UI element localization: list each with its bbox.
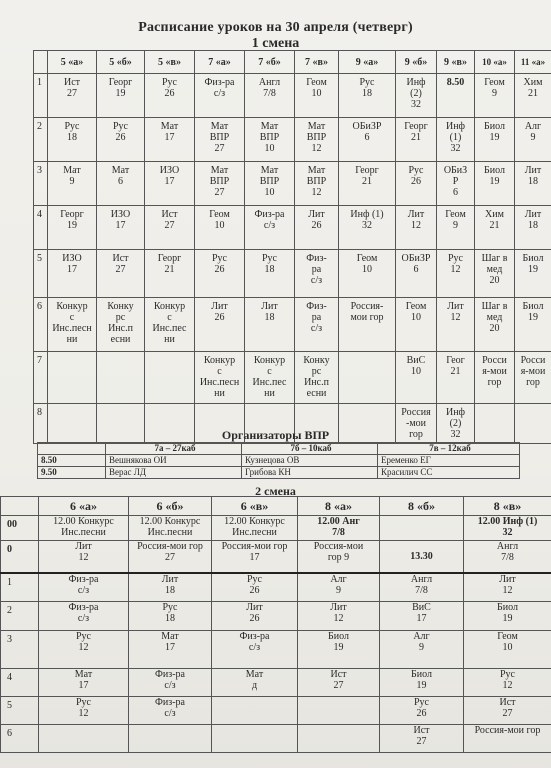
schedule-cell: [129, 725, 212, 753]
schedule-cell: [339, 352, 396, 404]
class-header: 5 «б»: [97, 51, 145, 74]
schedule-cell: Физ-ра с/з: [129, 697, 212, 725]
class-header: 6 «а»: [39, 497, 129, 516]
schedule-cell: 12.00 Конкурс Инс.песни: [212, 516, 298, 541]
class-header: 9 «в»: [437, 51, 475, 74]
schedule-cell: [97, 352, 145, 404]
organizers-time: 8.50: [38, 455, 106, 467]
schedule-cell: Лит 26: [212, 602, 298, 631]
organizers-time: 9.50: [38, 467, 106, 479]
class-header: 6 «в»: [212, 497, 298, 516]
schedule-cell: Конкур с Инс.песн ни: [48, 298, 97, 352]
schedule-cell: ОБиЗ Р 6: [437, 162, 475, 206]
schedule-cell: Геог 21: [437, 352, 475, 404]
schedule-cell: ВиС 17: [380, 602, 464, 631]
lesson-number: 4: [34, 206, 48, 250]
organizers-header: 7б – 10каб: [242, 443, 378, 455]
schedule-cell: Биол 19: [475, 162, 515, 206]
shift1-header-row: [34, 51, 551, 74]
organizer-name: Кузнецова ОВ: [242, 455, 378, 467]
schedule-cell: Конку рс Инс.п есни: [97, 298, 145, 352]
schedule-cell: Геом 10: [464, 631, 551, 669]
shift1-label: 1 смена: [251, 36, 300, 51]
schedule-cell: Англ 7/8: [245, 74, 295, 118]
class-header: 8 «а»: [298, 497, 380, 516]
class-header: 7 «б»: [245, 51, 295, 74]
schedule-cell: Лит 12: [396, 206, 437, 250]
class-header: 9 «б»: [396, 51, 437, 74]
schedule-cell: Ист 27: [464, 697, 551, 725]
class-header: 11 «а»: [515, 51, 551, 74]
table-row: [34, 206, 551, 250]
table-row: [34, 74, 551, 118]
schedule-cell: Лит 12: [298, 602, 380, 631]
corner-cell: [1, 497, 39, 516]
schedule-cell: ОБиЗР 6: [396, 250, 437, 298]
schedule-cell: Мат ВПР 27: [195, 118, 245, 162]
schedule-cell: [298, 725, 380, 753]
schedule-cell: Георг 19: [48, 206, 97, 250]
schedule-cell: Физ- ра с/з: [295, 298, 339, 352]
schedule-cell: Англ 7/8: [464, 541, 551, 573]
lesson-number: 4: [1, 669, 39, 697]
schedule-cell: 12.00 Конкурс Инс.песни: [129, 516, 212, 541]
schedule-cell: Биол 19: [515, 298, 551, 352]
schedule-cell: Инф (1) 32: [339, 206, 396, 250]
page-title: Расписание уроков на 30 апреля (четверг): [138, 20, 413, 35]
schedule-cell: Шаг в мед 20: [475, 250, 515, 298]
class-header: 9 «а»: [339, 51, 396, 74]
schedule-cell: Конкур с Инс.песн ни: [195, 352, 245, 404]
schedule-cell: 12.00 Конкурс Инс.песни: [39, 516, 129, 541]
schedule-cell: Физ-ра с/з: [245, 206, 295, 250]
schedule-cell: 12.00 Анг 7/8: [298, 516, 380, 541]
lesson-number: 5: [1, 697, 39, 725]
schedule-cell: Алг 9: [515, 118, 551, 162]
organizer-name: Грибова КН: [242, 467, 378, 479]
class-header: 5 «а»: [48, 51, 97, 74]
schedule-cell: Ист 27: [298, 669, 380, 697]
schedule-cell: Физ-ра с/з: [195, 74, 245, 118]
schedule-cell: Хим 21: [475, 206, 515, 250]
organizers-title: Организаторы ВПР: [221, 428, 330, 442]
schedule-cell: Ист 27: [145, 206, 195, 250]
schedule-cell: Геом 9: [437, 206, 475, 250]
schedule-cell: Ист 27: [380, 725, 464, 753]
schedule-cell: ИЗО 17: [97, 206, 145, 250]
lesson-number: 3: [34, 162, 48, 206]
class-header: 5 «в»: [145, 51, 195, 74]
schedule-cell: Алг 9: [298, 573, 380, 602]
schedule-cell: Физ- ра с/з: [295, 250, 339, 298]
organizers-table: [37, 442, 520, 479]
schedule-cell: Инф (2) 32: [437, 404, 475, 444]
schedule-cell: Росси я-мои гор: [515, 352, 551, 404]
organizers-header: [38, 443, 106, 455]
schedule-cell: Биол 19: [380, 669, 464, 697]
schedule-cell: [380, 516, 464, 541]
schedule-cell: Ист 27: [48, 74, 97, 118]
organizer-name: Еременко ЕГ: [378, 455, 520, 467]
schedule-cell: [39, 725, 129, 753]
shift2-label: 2 смена: [255, 484, 296, 498]
table-row: [1, 725, 551, 753]
schedule-cell: Геом 10: [295, 74, 339, 118]
schedule-cell: Рус 26: [97, 118, 145, 162]
table-row: [34, 250, 551, 298]
schedule-cell: Физ-ра с/з: [212, 631, 298, 669]
schedule-cell: Хим 21: [515, 74, 551, 118]
table-row: [34, 352, 551, 404]
schedule-cell: ОБиЗР 6: [339, 118, 396, 162]
schedule-cell: Георг 19: [97, 74, 145, 118]
schedule-cell: Россия -мои гор: [396, 404, 437, 444]
schedule-cell: Конку рс Инс.п есни: [295, 352, 339, 404]
schedule-cell: Георг 21: [396, 118, 437, 162]
schedule-cell: Мат ВПР 10: [245, 162, 295, 206]
schedule-cell: Алг 9: [380, 631, 464, 669]
shift2-table: [0, 496, 551, 753]
lesson-number: 3: [1, 631, 39, 669]
table-row: [1, 669, 551, 697]
organizer-name: Вешнякова ОИ: [106, 455, 242, 467]
schedule-cell: Рус 26: [396, 162, 437, 206]
schedule-cell: 12.00 Инф (1) 32: [464, 516, 551, 541]
schedule-cell: Рус 12: [39, 631, 129, 669]
schedule-cell: Лит 26: [295, 206, 339, 250]
schedule-cell: Россия-мои гор 9: [298, 541, 380, 573]
schedule-cell: Геом 9: [475, 74, 515, 118]
schedule-cell: Рус 26: [212, 573, 298, 602]
lesson-number: 7: [34, 352, 48, 404]
schedule-cell: Лит 12: [437, 298, 475, 352]
schedule-cell: Биол 19: [298, 631, 380, 669]
schedule-cell: Физ-ра с/з: [39, 573, 129, 602]
schedule-cell: [145, 352, 195, 404]
schedule-cell: Биол 19: [475, 118, 515, 162]
lesson-number: 6: [34, 298, 48, 352]
schedule-cell: Конкур с Инс.пес ни: [245, 352, 295, 404]
schedule-cell: [298, 697, 380, 725]
schedule-cell: [212, 697, 298, 725]
schedule-cell: Ист 27: [97, 250, 145, 298]
schedule-cell: Мат ВПР 27: [195, 162, 245, 206]
schedule-cell: ИЗО 17: [145, 162, 195, 206]
schedule-cell: Рус 18: [339, 74, 396, 118]
schedule-cell: Мат д: [212, 669, 298, 697]
lesson-number: 0: [1, 541, 39, 573]
lesson-number: 2: [34, 118, 48, 162]
organizers-header: 7а – 27каб: [106, 443, 242, 455]
table-row: [38, 455, 520, 467]
schedule-cell: 8.50: [437, 74, 475, 118]
schedule-cell: [48, 352, 97, 404]
lesson-number: 8: [34, 404, 48, 444]
schedule-cell: Георг 21: [145, 250, 195, 298]
schedule-cell: Лит 18: [515, 206, 551, 250]
organizer-name: Верас ЛД: [106, 467, 242, 479]
schedule-cell: Мат 17: [145, 118, 195, 162]
class-header: 8 «б»: [380, 497, 464, 516]
schedule-cell: Мат 17: [129, 631, 212, 669]
schedule-cell: Россия-мои гор: [464, 725, 551, 753]
schedule-cell: Россия- мои гор: [339, 298, 396, 352]
schedule-cell: ИЗО 17: [48, 250, 97, 298]
lesson-number: 1: [1, 573, 39, 602]
schedule-cell: Биол 19: [464, 602, 551, 631]
schedule-cell: Рус 12: [437, 250, 475, 298]
organizers-header: 7в – 12каб: [378, 443, 520, 455]
schedule-cell: Россия-мои гор 17: [212, 541, 298, 573]
lesson-number: 00: [1, 516, 39, 541]
schedule-cell: Георг 21: [339, 162, 396, 206]
class-header: 7 «в»: [295, 51, 339, 74]
table-row: [34, 298, 551, 352]
schedule-cell: Мат ВПР 12: [295, 118, 339, 162]
class-header: 6 «б»: [129, 497, 212, 516]
schedule-cell: Англ 7/8: [380, 573, 464, 602]
schedule-cell: Рус 26: [195, 250, 245, 298]
schedule-cell: Геом 10: [339, 250, 396, 298]
schedule-cell: Рус 26: [380, 697, 464, 725]
schedule-cell: Биол 19: [515, 250, 551, 298]
schedule-cell: Лит 12: [39, 541, 129, 573]
schedule-cell: Инф (2) 32: [396, 74, 437, 118]
table-row: [38, 467, 520, 479]
schedule-cell: Мат ВПР 12: [295, 162, 339, 206]
class-header: 10 «а»: [475, 51, 515, 74]
schedule-cell: Рус 26: [145, 74, 195, 118]
shift2-header-row: [1, 497, 551, 516]
table-row: [1, 516, 551, 541]
table-row: [1, 573, 551, 602]
class-header: 7 «а»: [195, 51, 245, 74]
schedule-cell: Инф (1) 32: [437, 118, 475, 162]
table-row: [1, 631, 551, 669]
schedule-cell: Мат 9: [48, 162, 97, 206]
corner-cell: [34, 51, 48, 74]
schedule-cell: [212, 725, 298, 753]
schedule-cell: Геом 10: [195, 206, 245, 250]
schedule-cell: Физ-ра с/з: [39, 602, 129, 631]
schedule-cell: Рус 18: [129, 602, 212, 631]
schedule-cell: Рус 18: [245, 250, 295, 298]
lesson-number: 6: [1, 725, 39, 753]
class-header: 8 «в»: [464, 497, 551, 516]
table-row: [1, 602, 551, 631]
schedule-cell: Физ-ра с/з: [129, 669, 212, 697]
lesson-number: 5: [34, 250, 48, 298]
table-row: [34, 118, 551, 162]
schedule-cell: Рус 12: [39, 697, 129, 725]
schedule-cell: Лит 18: [245, 298, 295, 352]
schedule-cell: 13.30: [380, 541, 464, 573]
schedule-cell: Росси я-мои гор: [475, 352, 515, 404]
schedule-cell: Рус 12: [464, 669, 551, 697]
schedule-cell: Мат 17: [39, 669, 129, 697]
shift1-table: [33, 50, 551, 444]
schedule-cell: Лит 12: [464, 573, 551, 602]
schedule-cell: Мат 6: [97, 162, 145, 206]
schedule-cell: Шаг в мед 20: [475, 298, 515, 352]
schedule-cell: Россия-мои гор 27: [129, 541, 212, 573]
schedule-cell: Рус 18: [48, 118, 97, 162]
lesson-number: 1: [34, 74, 48, 118]
table-row: [1, 541, 551, 573]
lesson-number: 2: [1, 602, 39, 631]
schedule-cell: Лит 26: [195, 298, 245, 352]
schedule-cell: Лит 18: [515, 162, 551, 206]
organizers-header-row: [38, 443, 520, 455]
schedule-cell: Мат ВПР 10: [245, 118, 295, 162]
schedule-cell: Геом 10: [396, 298, 437, 352]
table-row: [1, 697, 551, 725]
schedule-cell: Лит 18: [129, 573, 212, 602]
table-row: [34, 162, 551, 206]
organizer-name: Красилич СС: [378, 467, 520, 479]
schedule-cell: Конкур с Инс.пес ни: [145, 298, 195, 352]
schedule-cell: ВиС 10: [396, 352, 437, 404]
